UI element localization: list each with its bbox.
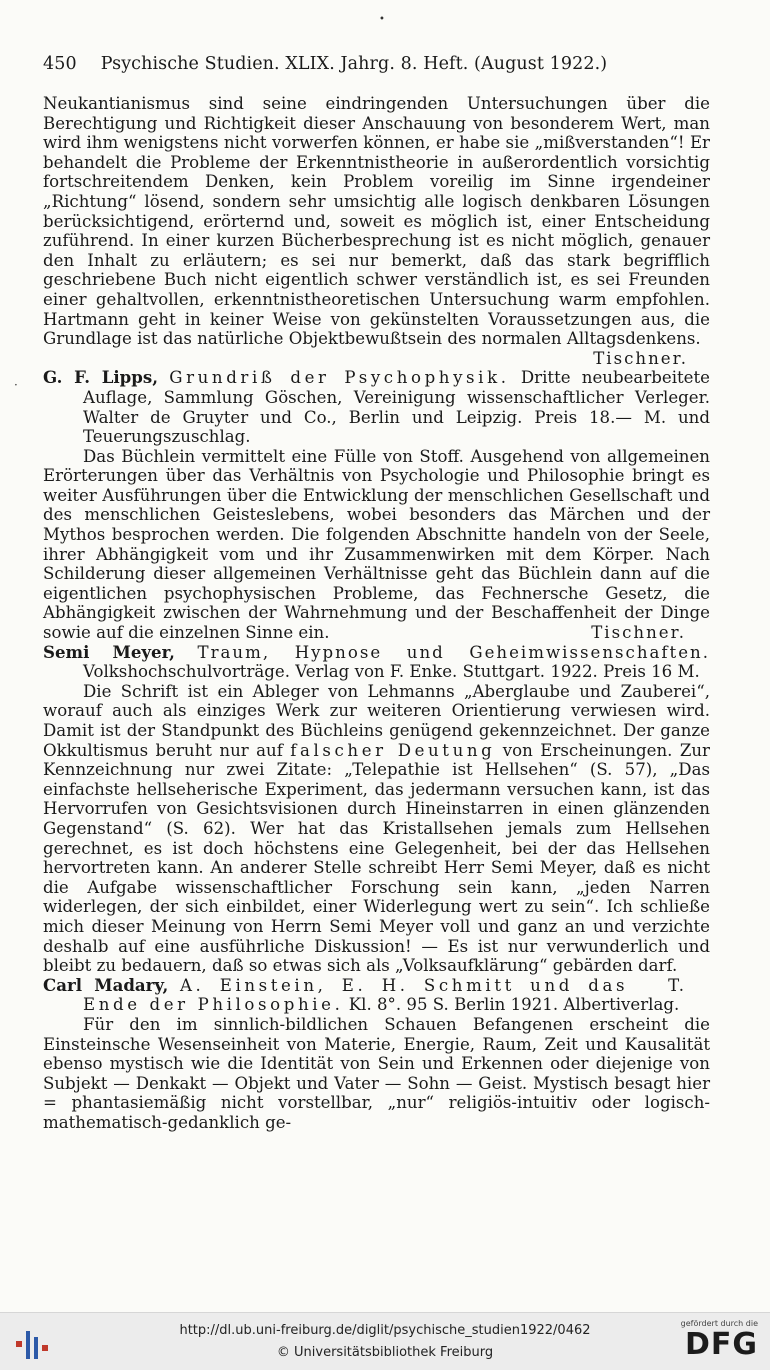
permalink[interactable]: http://dl.ub.uni-freiburg.de/diglit/psychische_studien1922/0462: [179, 1323, 591, 1338]
review-text: Die Schrift ist ein Ableger von Lehmanns „Aberglaube und Zauberei“, worauf auch als einziges Werk zur weiteren Orientierung verwiesen wird. Damit ist der Standpunkt des Büchleins genügend gekennzeichnet. Der ganze Okkultismus beruht nur auf: [43, 681, 710, 760]
book-entry-lipps: [43, 368, 710, 446]
entry-details: Volkshochschulvorträge. Verlag von F. Enke. Stuttgart. 1922. Preis 16 M.: [83, 662, 700, 682]
page-speck: •: [379, 14, 385, 25]
paragraph-madary-review: Für den im sinnlich-bildlichen Schauen Befangenen erscheint die Einsteinsche Wesenseinheit von Materie, Energie, Raum, Zeit und Kausalität ebenso mystisch wie die Identität von Sein und Erkennen oder diejenige von Subjekt — Denkakt — Objekt und Vater — Sohn — Geist. Mystisch besagt hier = phantasiemäßig nicht vorstellbar, „nur“ religiös-intuitiv oder logisch-mathematisch-gedanklich ge-: [43, 1014, 710, 1132]
signature-t: T.: [668, 975, 686, 995]
entry-details: Kl. 8°. 95 S. Berlin 1921. Albertiverlag.: [348, 995, 680, 1015]
emphasis-spaced: falscher Deutung: [290, 740, 496, 760]
review-text: Das Büchlein vermittelt eine Fülle von Stoff. Ausgehend von allgemeinen Erörterungen über das Verhältnis von Psychologie und Philosophie bringt es weiter Ausführungen über die Entwicklung der menschlichen Gesellschaft und des menschlichen Geisteslebens, wobei besonders das Märchen und der Mythos besprochen werden. Die folgenden Abschnitte handeln von der Seele, ihrer Abhängigkeit vom und ihr Zusammenwirken mit dem Körper. Nach Schilderung dieser allgemeinen Verhältnisse geht das Büchlein dann auf die eigentlichen psychophysischen Probleme, das Fechnersche Gesetz, die Abhängigkeit zwischen der Wahrnehmung und der Beschaffenheit der Dinge sowie auf die einzelnen Sinne ein.: [43, 446, 710, 643]
running-header: [43, 54, 643, 74]
entry-title: A. Einstein, E. H. Schmitt und das Ende der Philosophie.: [83, 975, 629, 1015]
signature-tischner-1: Tischner.: [593, 348, 688, 368]
entry-author: Semi Meyer,: [43, 641, 175, 662]
entry-author: G. F. Lipps,: [43, 367, 159, 388]
article-body: [43, 94, 710, 1132]
review-text-cont: von Erscheinungen. Zur Kennzeichnung nur zwei Zitate: „Telepathie ist Hellsehen“ (S. 57), „Das einfachste hellseherische Experiment, das jedermann versuchen kann, ist das Hervorrufen von Gesichtsvisionen durch Hineinstarren in einen glänzenden Gegenstand“ (S. 62). Wer hat das Kristallsehen jemals zum Hellsehen gerechnet, es ist doch höchstens eine Gelegenheit, bei der das Hellsehen hervortreten kann. An anderer Stelle schreibt Herr Semi Meyer, daß es nicht die Aufgabe wissenschaftlicher Forschung sein kann, „jeden Narren widerlegen, der sich einbildet, einer Widerlegung wert zu sein“. Ich schließe mich dieser Meinung von Herrn Semi Meyer voll und ganz an und verzichte deshalb auf eine ausführliche Diskussion! — Es ist nur verwunderlich und bleibt zu bedauern, daß so etwas sich als „Volksaufklärung“ gebärden darf.: [43, 740, 710, 976]
entry-title: Traum, Hypnose und Geheimwissenschaften.: [197, 642, 711, 662]
copyright-notice: © Universitätsbibliothek Freiburg: [276, 1345, 494, 1360]
entry-author: Carl Madary,: [43, 974, 169, 995]
entry-title: Grundriß der Psychophysik.: [169, 368, 510, 388]
running-title: Psychische Studien. XLIX. Jahrg. 8. Heft. (August 1922.): [100, 54, 608, 74]
viewer-footer: [0, 1312, 770, 1370]
page-number: 450: [43, 54, 77, 74]
signature-tischner-2: Tischner.: [591, 623, 686, 643]
dfg-caption: gefördert durch die: [680, 1319, 758, 1328]
book-entry-meyer: [43, 643, 710, 682]
paragraph-hartmann-review: Neukantianismus sind seine eindringenden Untersuchungen über die Berechtigung und Richtigkeit dieser Anschauung von besonderem Wert, man wird ihm wenigstens nicht vorwerfen können, er habe sie „mißverstanden“! Er behandelt die Probleme der Erkenntnistheorie in außerordentlich vorsichtig fortschreitendem Denken, kein Problem voreilig im Sinne irgendeiner „Richtung“ lösend, sondern sehr umsichtig alle logisch denkbaren Lösungen berücksichtigend, erörternd und, soweit es möglich ist, einer Entscheidung zuführend. In einer kurzen Bücherbesprechung ist es nicht möglich, genauer den Inhalt zu erläutern; es sei nur bemerkt, daß das stark begrifflich geschriebene Buch nicht eigentlich schwer verständlich ist, es sei Freunden einer gehaltvollen, erkenntnistheoretischen Untersuchung warm empfohlen. Hartmann geht in keiner Weise von gekünstelten Voraussetzungen aus, die Grundlage ist das natürliche Objektbewußtsein des normalen Alltagsdenkens.: [43, 94, 710, 349]
dfg-logo: [680, 1319, 758, 1367]
margin-mark: ·: [14, 378, 18, 392]
entry-details: Dritte neubearbeitete Auflage, Sammlung Göschen, Vereinigung wissenschaftlicher Verleger. Walter de Gruyter und Co., Berlin und Leipzig. Preis 18.— M. und Teuerungszuschlag.: [83, 368, 710, 447]
book-entry-madary: [43, 976, 710, 1015]
paragraph-lipps-review: [43, 447, 710, 643]
dfg-wordmark: DFG: [684, 1327, 758, 1362]
